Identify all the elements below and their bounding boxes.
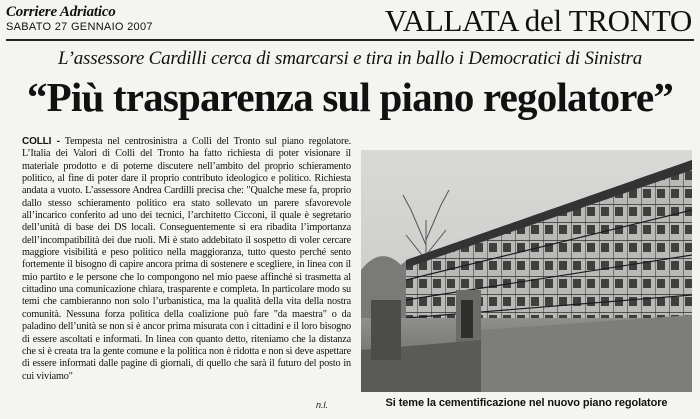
publication-date: SABATO 27 GENNAIO 2007: [6, 21, 153, 33]
article-dateline: COLLI -: [22, 136, 60, 147]
newspaper-name: Corriere Adriatico: [6, 4, 116, 20]
author-signature: n.l.: [316, 400, 329, 410]
construction-photo: [361, 150, 692, 392]
masthead: [6, 4, 171, 33]
article-paragraph: [22, 136, 351, 383]
article-headline: “Più trasparenza sul piano regolatore”: [26, 74, 674, 120]
photo-caption: Si teme la cementificazione nel nuovo piano regolatore: [385, 397, 668, 409]
article-subtitle: L’assessore Cardilli cerca di smarcarsi e tira in ballo i Democratici di Sinistra: [57, 48, 643, 69]
header-divider: [6, 39, 694, 41]
article-body: [22, 136, 351, 383]
article-text: Tempesta nel centrosinistra a Colli del Tronto sul piano regolatore. L’Italia dei Valori di Colli del Tronto ha fatto richiesta di poter visionare il materiale prodotto e di poterne discutere nell’ambito del proprio schieramento politico, al fine di poter dare il proprio contributo ideologico e politico. Richiesta andata a vuoto. L’assessore Andrea Cardilli precisa che: "Qualche mese fa, proprio dallo stesso schieramento politico era stato sollevato un parere sfavorevole all’incarico conferito ad uno dei tecnici, l’architetto Cicconi, il quale è segretario dell’unità di base dei DS locali. Conseguentemente si era ribadita l’importanza dell’incompatibilità dei due ruoli. Mi è stato addebitato il sospetto di voler cercare maggiore visibilità e peso politico nella maggioranza, tutto questo perché sento fortemente il bisogno di capire ancora prima di sostenere e scegliere, in linea con il mio partito e le persone che lo compongono nel mio paese affinché si trasmetta al cittadino una comunicazione chiara, trasparente e completa. In particolare modo su temi che cambieranno non solo l’urbanistica, ma la qualità della vita della nostra comunità. Nessuna forza politica della coalizione può fare "da maestra" o da paladino dell’unità se non si è ancor prima misurata con i cittadini e il loro bisogno di essere ascoltati e informati. In linea con quanto detto, riteniamo che la distanza che si è creata tra la gente comune e la politica non è ridotta e non si deve aspettare di essere informati dalle pagine di giornali, di quello che sarà il futuro del posto in cui viviamo": [22, 136, 351, 382]
section-title: VALLATA del TRONTO: [384, 3, 692, 38]
